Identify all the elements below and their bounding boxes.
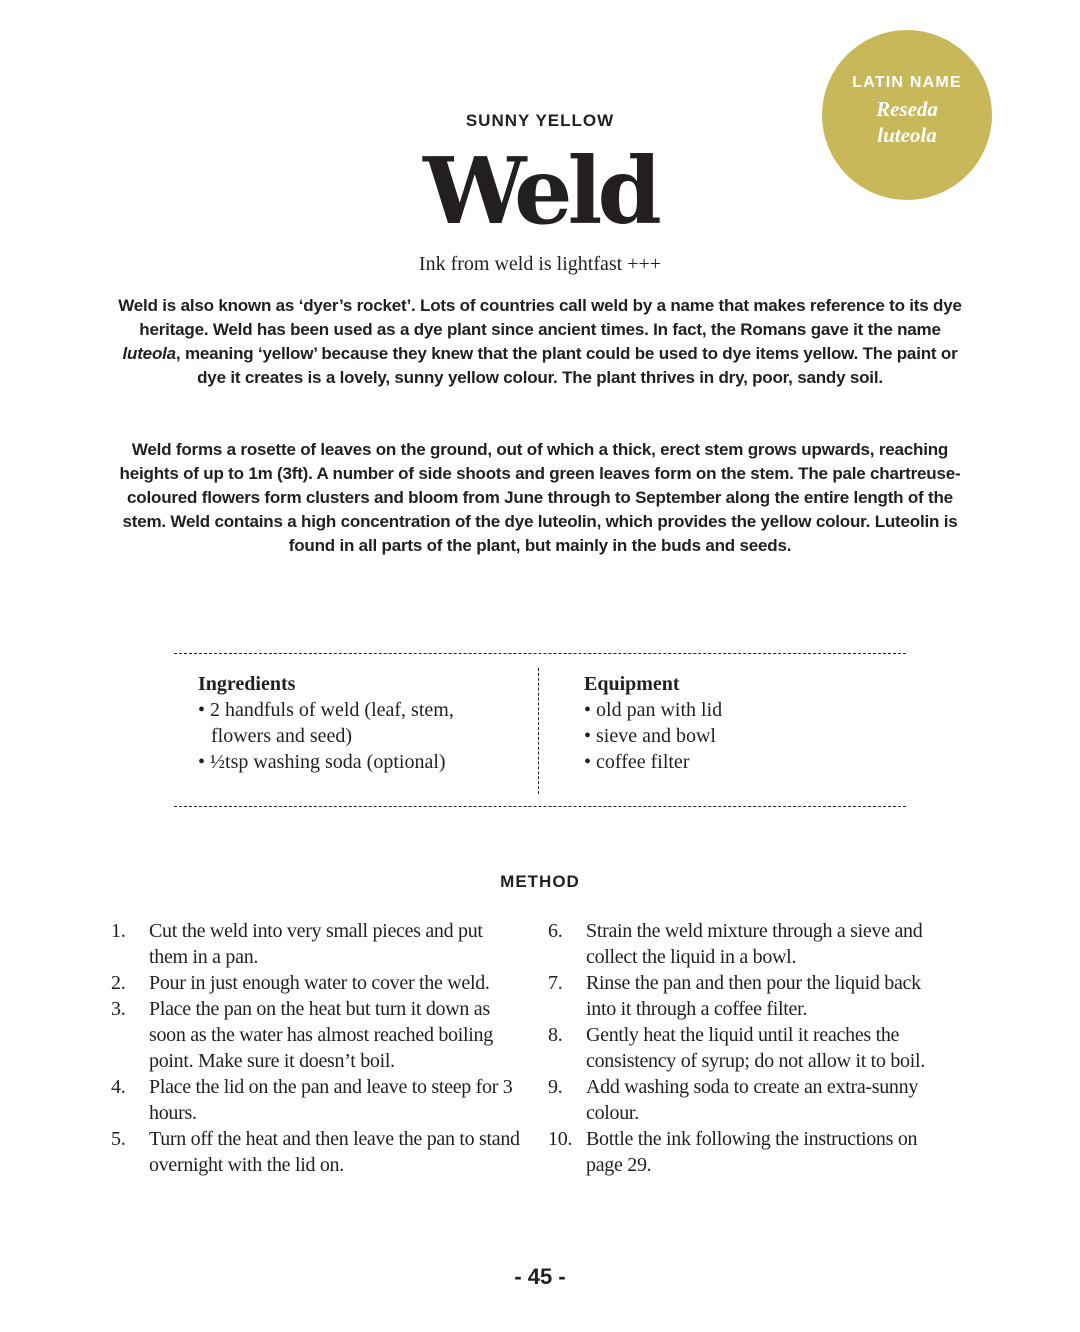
step-text: Rinse the pan and then pour the liquid back into it through a coffee filter. [586,972,921,1020]
step-number: 9. [548,1076,563,1098]
latin-name-label: LATIN NAME [852,74,962,91]
step-text: Place the pan on the heat but turn it down as soon as the water has almost reached boiling point. Make sure it doesn’t boil. [149,998,493,1072]
method-step [111,970,521,996]
step-number: 6. [548,920,563,942]
method-step [111,996,521,1074]
divider-top [174,653,906,654]
method-steps-right [548,918,948,1178]
step-text: Add washing soda to create an extra-sunny colour. [586,1076,919,1124]
step-text: Strain the weld mixture through a sieve and collect the liquid in a bowl. [586,920,923,968]
equipment-list [584,697,884,775]
page-number: - 45 - [514,1264,566,1289]
method-steps-left [111,918,521,1178]
intro-emphasis: luteola [122,344,176,363]
equipment-box [584,671,884,775]
ingredients-box [198,671,498,775]
step-number: 1. [111,920,126,942]
step-number: 5. [111,1128,126,1150]
step-text: Place the lid on the pan and leave to steep for 3 hours. [149,1076,513,1124]
step-text: Turn off the heat and then leave the pan to stand overnight with the lid on. [149,1128,520,1176]
step-number: 8. [548,1024,563,1046]
step-number: 2. [111,972,126,994]
divider-bottom [174,806,906,807]
step-number: 3. [111,998,126,1020]
intro-text-a: Weld is also known as ‘dyer’s rocket’. Lots of countries call weld by a name that makes reference to its dye heritage. Weld has been used as a dye plant since ancient times. In fact, the Romans gave it the name [118,296,962,339]
step-text: Cut the weld into very small pieces and put them in a pan. [149,920,483,968]
ingredients-list [198,697,498,775]
step-number: 4. [111,1076,126,1098]
method-step [548,970,948,1022]
latin-name-genus: Reseda [876,97,938,121]
equipment-item: • coffee filter [584,749,884,775]
step-text: Gently heat the liquid until it reaches the consistency of syrup; do not allow it to boil. [586,1024,925,1072]
page-title: Weld [423,137,657,245]
method-step [111,1074,521,1126]
latin-name-species: luteola [877,123,937,147]
step-number: 7. [548,972,563,994]
method-step [548,1022,948,1074]
section-kicker: SUNNY YELLOW [465,111,615,130]
method-heading: METHOD [500,872,580,891]
ingredient-item: • ½tsp washing soda (optional) [198,749,498,775]
method-step [111,918,521,970]
equipment-item: • old pan with lid [584,697,884,723]
method-step [548,1074,948,1126]
step-number: 10. [548,1128,573,1150]
intro-text-b: , meaning ‘yellow’ because they knew that the plant could be used to dye items yellow. The paint or dye it creates is a lovely, sunny yellow colour. The plant thrives in dry, poor, sandy soil. [175,344,958,387]
method-step [548,918,948,970]
equipment-item: • sieve and bowl [584,723,884,749]
step-text: Pour in just enough water to cover the weld. [149,972,490,994]
method-step [548,1126,948,1178]
divider-vertical [538,668,539,794]
intro-paragraph-1 [110,294,970,390]
ingredient-item: • 2 handfuls of weld (leaf, stem, flowers and seed) [198,697,498,749]
equipment-heading: Equipment [584,673,680,695]
intro-paragraph-2: Weld forms a rosette of leaves on the ground, out of which a thick, erect stem grows upwards, reaching heights of up to 1m (3ft). A number of side shoots and green leaves form on the stem. The pale chartreuse-coloured flowers form clusters and bloom from June through to September along the entire length of the stem. Weld contains a high concentration of the dye luteolin, which provides the yellow colour. Luteolin is found in all parts of the plant, but mainly in the buds and seeds. [119,440,961,555]
page-subtitle: Ink from weld is lightfast +++ [418,253,662,275]
ingredients-heading: Ingredients [198,673,296,695]
step-text: Bottle the ink following the instructions on page 29. [586,1128,918,1176]
method-step [111,1126,521,1178]
